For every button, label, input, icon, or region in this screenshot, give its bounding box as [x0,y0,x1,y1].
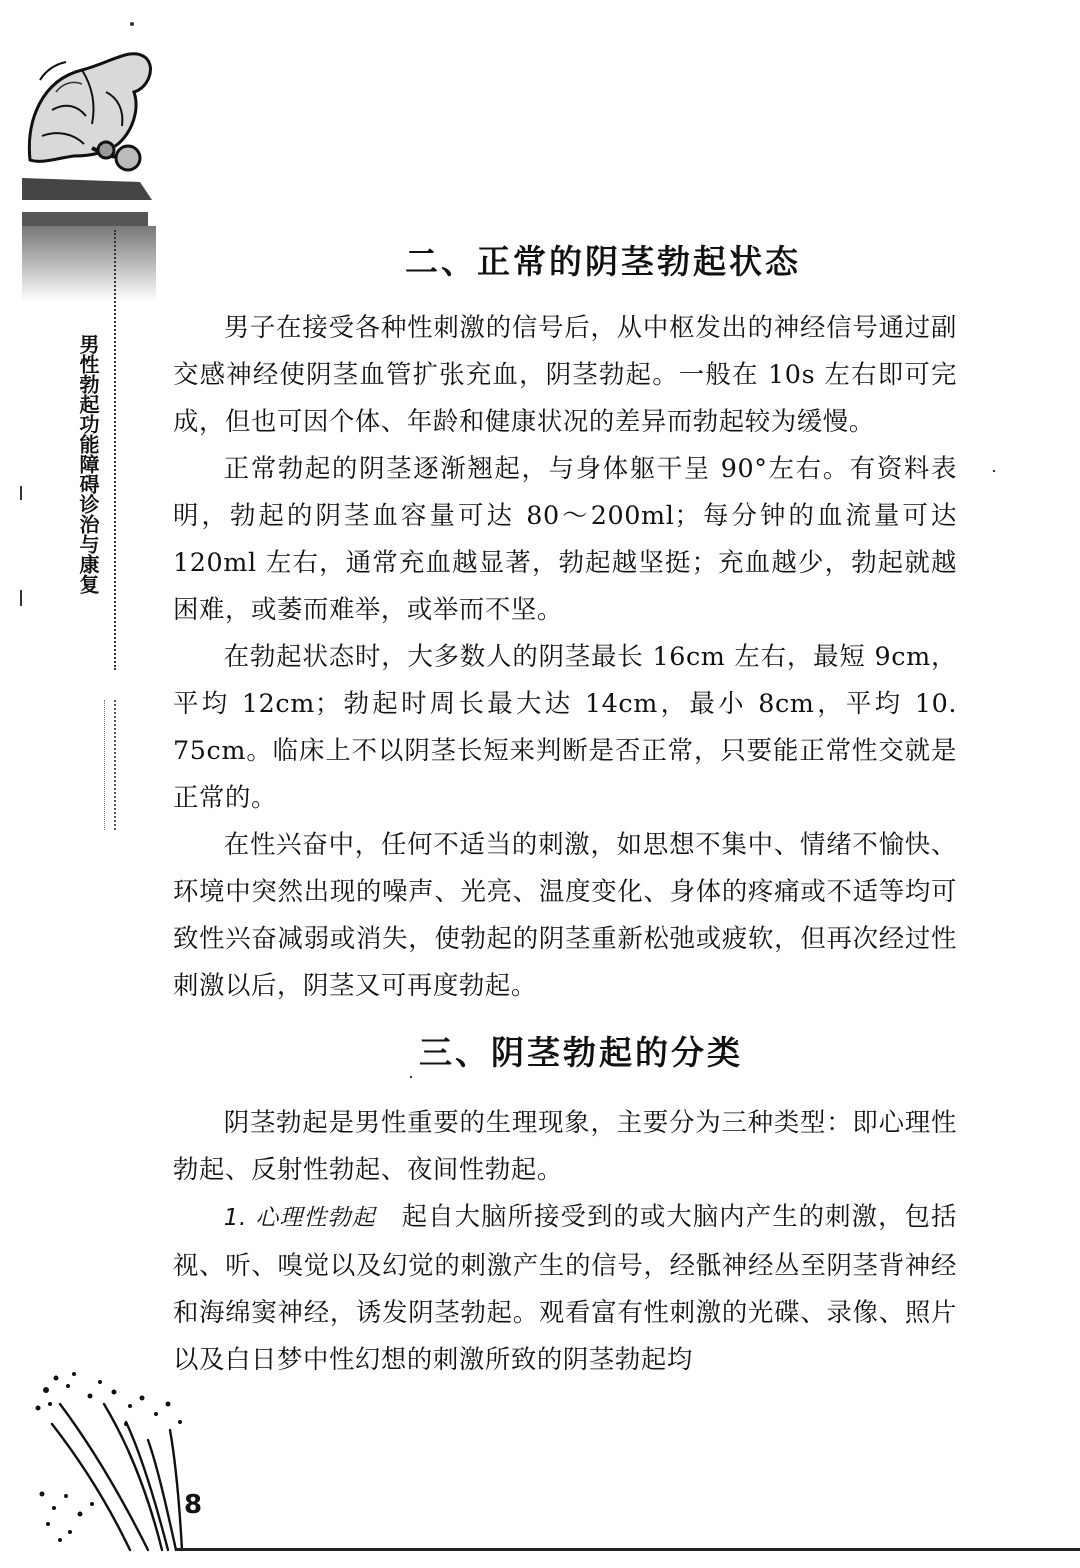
footer-sparkle-illustration [30,1364,203,1554]
body-paragraph: 男子在接受各种性刺激的信号后，从中枢发出的神经信号通过副交感神经使阴茎血管扩张充血，阴茎勃起。一般在 10s 左右即可完成，但也可因个体、年龄和健康状况的差异而勃起较为缓慢。 [173,312,957,436]
page-body [173,232,957,1383]
list-item-text: 起自大脑所接受到的或大脑内产生的刺激，包括视、听、嗅觉以及幻觉的刺激产生的信号，经骶神经丛至阴茎背神经和海绵窦神经，诱发阴茎勃起。观看富有性刺激的光碟、录像、照片以及白日梦中性幻想的刺激所致的阴茎勃起均 [173,1201,957,1374]
print-mark [130,22,134,26]
body-paragraph: 正常勃起的阴茎逐渐翘起，与身体躯干呈 90°左右。有资料表明，勃起的阴茎血容量可达 80～200ml；每分钟的血流量可达 120ml 左右，通常充血越显著，勃起越坚挺；充血越少，勃起就越困难，或萎而难举，或举而不坚。 [173,453,957,624]
list-item-label: 1. 心理性勃起 [223,1205,376,1231]
section-heading: 二、正常的阴茎勃起状态 [405,242,801,281]
print-mark [993,470,995,472]
margin-dotted-rule [104,700,105,830]
print-mark [20,486,22,500]
bottom-rule [176,1548,1080,1551]
body-paragraph: 在性兴奋中，任何不适当的刺激，如思想不集中、情绪不愉快、环境中突然出现的噪声、光亮、温度变化、身体的疼痛或不适等均可致性兴奋减弱或消失，使勃起的阴茎重新松弛或疲软，但再次经过性刺激以后，阴茎又可再度勃起。 [173,829,957,1000]
margin-dotted-rule [114,230,116,670]
corner-illustration [22,40,162,302]
page-number: 8 [184,1490,203,1520]
body-paragraph: 在勃起状态时，大多数人的阴茎最长 16cm 左右，最短 9cm，平均 12cm；勃起时周长最大达 14cm，最小 8cm，平均 10. 75cm。临床上不以阴茎长短来判断是否正常，只要能正常性交就是正常的。 [173,641,957,812]
section-heading: 三、阴茎勃起的分类 [419,1033,743,1072]
side-book-title: 男性勃起功能障碍诊治与康复 [76,334,100,594]
body-paragraph: 阴茎勃起是男性重要的生理现象，主要分为三种类型：即心理性勃起、反射性勃起、夜间性勃起。 [173,1107,957,1184]
print-mark [20,590,22,606]
margin-dotted-rule [114,700,116,830]
list-item [173,1193,957,1383]
